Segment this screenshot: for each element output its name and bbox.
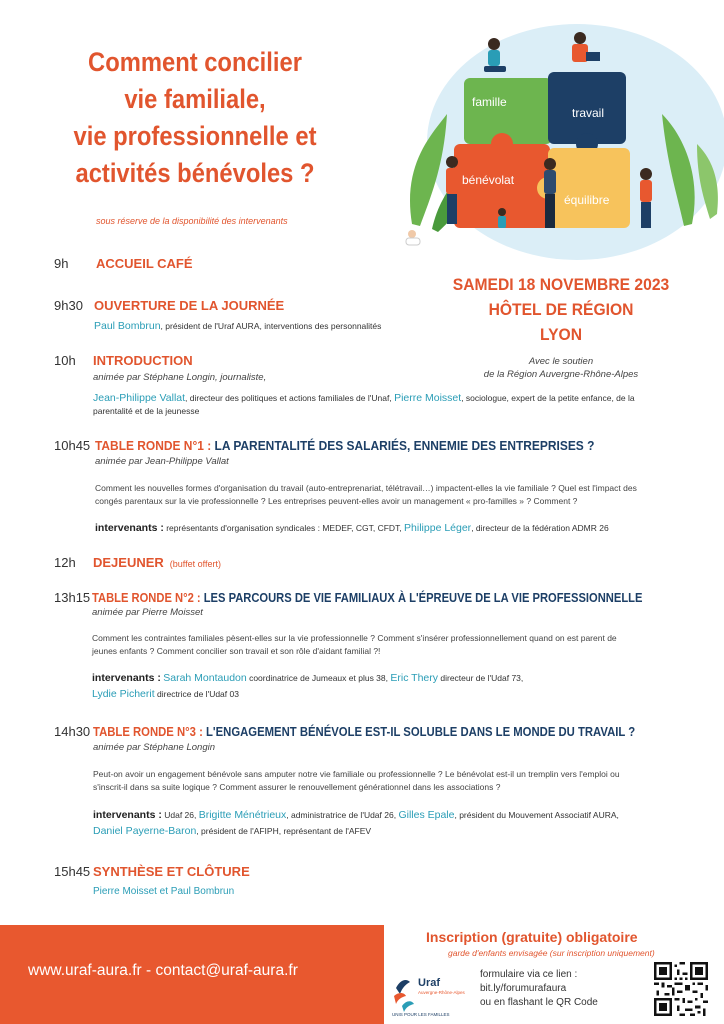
- round-table-label: TABLE RONDE N°2 :: [92, 590, 204, 605]
- session-time: 14h30: [54, 724, 91, 739]
- form-link[interactable]: bit.ly/forumurafaura: [480, 983, 567, 994]
- session-speakers: [94, 318, 381, 334]
- description-line: Comment les contraintes familiales pèsent-elles sur la vie professionnelle ? Comment s'insérer professionnellement quand on est parent de: [92, 633, 617, 643]
- piece-label-travail: travail: [572, 106, 605, 120]
- description-line: Peut-on avoir un engagement bénévole sans amputer notre vie familiale ou professionnelle ? Le bénévolat est-il un tremplin vers l'emploi ou: [93, 769, 620, 779]
- session-moderator: animée par Pierre Moisset: [92, 607, 203, 618]
- speakers-label: intervenants :: [92, 672, 161, 684]
- round-table-title: L'ENGAGEMENT BÉNÉVOLE EST-IL SOLUBLE DANS LE MONDE DU TRAVAIL ?: [206, 724, 636, 739]
- logo-tagline: UNIS POUR LES FAMILLES: [392, 1012, 450, 1017]
- session-title: [93, 555, 221, 570]
- speakers-label: intervenants :: [95, 522, 164, 534]
- description-line: congés parentaux sur la vie professionnelle ? Les entreprises peuvent-elles avoir un management « pro-familles » ? Comment ?: [95, 496, 578, 506]
- round-table-label: TABLE RONDE N°1 :: [95, 438, 215, 453]
- lunch-note: (buffet offert): [169, 559, 221, 569]
- title-line-3: vie professionnelle et: [73, 121, 317, 151]
- session-time: 9h30: [54, 298, 83, 313]
- session-speakers: [95, 520, 609, 536]
- speaker-name: Philippe Léger: [404, 522, 472, 534]
- speakers-label: intervenants :: [93, 809, 162, 821]
- uraf-logo: [388, 966, 472, 1018]
- uraf-logo-icon: [394, 980, 414, 1012]
- speaker-name: Lydie Picherit: [92, 688, 155, 700]
- speaker-desc: , président de l'Uraf AURA, interventions des personnalités: [160, 321, 382, 331]
- speaker-desc: coordinatrice de Jumeaux et plus 38,: [246, 673, 391, 683]
- speaker-name: Pierre Moisset: [394, 392, 462, 404]
- title-line-1: Comment concilier: [88, 47, 302, 77]
- person-pushing-icon: [640, 168, 652, 228]
- availability-note: sous réserve de la disponibilité des intervenants: [96, 216, 288, 226]
- piece-label-famille: famille: [472, 95, 507, 109]
- session-moderator: animée par Stéphane Longin, journaliste,: [93, 372, 267, 383]
- round-table-title: LES PARCOURS DE VIE FAMILIAUX À L'ÉPREUVE DE LA VIE PROFESSIONNELLE: [203, 590, 643, 605]
- session-time: 15h45: [54, 864, 91, 879]
- session-title: [95, 438, 594, 453]
- session-title: [93, 724, 635, 739]
- puzzle-piece-equilibre: [548, 148, 630, 228]
- qr-code[interactable]: [654, 962, 708, 1016]
- speaker-desc: Udaf 26,: [161, 810, 199, 820]
- child-icon: [498, 208, 506, 228]
- session-speakers: [93, 807, 619, 823]
- title-line-4: activités bénévoles ?: [75, 158, 315, 188]
- speaker-desc: , directeur de la fédération ADMR 26: [471, 523, 609, 533]
- session-time: 13h15: [54, 590, 91, 605]
- speaker-desc: , directeur des politiques et actions familiales de l'Unaf,: [185, 393, 395, 403]
- support-line-1: Avec le soutien: [528, 356, 594, 367]
- description-line: Comment les nouvelles formes d'organisation du travail (auto-entreprenariat, télétravail…) impactent-elles la vie familiale ? Quel est l'impact des: [95, 483, 637, 493]
- round-table-title: LA PARENTALITÉ DES SALARIÉS, ENNEMIE DES ENTREPRISES ?: [214, 438, 595, 453]
- lunch-title: DEJEUNER: [93, 555, 164, 570]
- speaker-desc: directrice de l'Udaf 03: [154, 689, 239, 699]
- support-line-2: de la Région Auvergne-Rhône-Alpes: [483, 369, 639, 380]
- session-speakers-continued: [93, 823, 371, 839]
- session-title: INTRODUCTION: [93, 353, 193, 368]
- speaker-desc: représentants d'organisation syndicales : MEDEF, CGT, CFDT,: [163, 523, 405, 533]
- round-table-label: TABLE RONDE N°3 :: [93, 724, 207, 739]
- baby-icon: [406, 230, 420, 245]
- session-title: OUVERTURE DE LA JOURNÉE: [94, 298, 285, 313]
- contact-links[interactable]: www.uraf-aura.fr - contact@uraf-aura.fr: [28, 962, 298, 979]
- form-line-3: ou en flashant le QR Code: [480, 997, 598, 1008]
- session-time: 9h: [54, 256, 69, 271]
- inscription-title: Inscription (gratuite) obligatoire: [426, 929, 638, 945]
- puzzle-piece-famille: [464, 78, 552, 144]
- session-title: ACCUEIL CAFÉ: [96, 256, 193, 271]
- event-info: [440, 272, 681, 347]
- event-venue: HÔTEL DE RÉGION: [488, 300, 634, 319]
- puzzle-illustration: [392, 14, 724, 260]
- registration-info: [480, 968, 598, 1010]
- session-description: [92, 632, 617, 658]
- event-city: LYON: [539, 325, 583, 344]
- closing-speakers: Pierre Moisset et Paul Bombrun: [93, 886, 235, 897]
- speaker-name: Daniel Payerne-Baron: [93, 825, 197, 837]
- event-date: SAMEDI 18 NOVEMBRE 2023: [452, 275, 670, 294]
- session-time: 10h45: [54, 438, 91, 453]
- inscription-note: garde d'enfants envisagée (sur inscription uniquement): [448, 948, 655, 958]
- speaker-name: Sarah Montaudon: [163, 672, 247, 684]
- session-moderator: animée par Stéphane Longin: [93, 742, 216, 753]
- main-title: [59, 44, 332, 192]
- logo-name: Uraf: [418, 977, 441, 989]
- description-line: jeunes enfants ? Comment concilier son travail et son rôle d'aidant familial ?!: [92, 646, 381, 656]
- speaker-desc: , administratrice de l'Udaf 26,: [286, 810, 399, 820]
- title-line-2: vie familiale,: [124, 84, 266, 114]
- description-line: s'inscrit-il dans sa suite logique ? Comment assurer le renouvellement générationnel dans les associations ?: [93, 782, 501, 792]
- piece-label-benevolat: bénévolat: [462, 173, 515, 187]
- person-standing-icon: [446, 156, 458, 224]
- speaker-desc: directeur de l'Udaf 73,: [438, 673, 524, 683]
- speaker-desc: , sociologue, expert de la petite enfance, de la: [461, 393, 635, 403]
- speaker-desc-continued: parentalité et de la jeunesse: [93, 406, 200, 416]
- piece-label-equilibre: équilibre: [564, 193, 610, 207]
- session-title: SYNTHÈSE ET CLÔTURE: [93, 864, 250, 879]
- session-title: [92, 590, 642, 605]
- puzzle-knob: [491, 133, 513, 155]
- speaker-desc: , président du Mouvement Associatif AURA,: [454, 810, 619, 820]
- session-speakers-continued: [92, 686, 239, 702]
- session-time: 12h: [54, 555, 76, 570]
- event-support: [430, 355, 692, 381]
- speaker-desc: , président de l'AFIPH, représentant de l'AFEV: [196, 826, 372, 836]
- form-line-1: formulaire via ce lien :: [480, 969, 578, 980]
- speaker-name: Paul Bombrun: [94, 320, 161, 332]
- session-description: [93, 768, 620, 794]
- speaker-name: Eric Thery: [390, 672, 439, 684]
- speaker-name: Brigitte Ménétrieux: [198, 809, 287, 821]
- session-time: 10h: [54, 353, 76, 368]
- speaker-name: Gilles Epale: [398, 809, 455, 821]
- session-description: [95, 482, 637, 508]
- speaker-name: Jean-Philippe Vallat: [93, 392, 186, 404]
- session-speakers: [92, 670, 523, 686]
- logo-region: Auvergne-Rhône-Alpes: [418, 990, 465, 995]
- session-moderator: animée par Jean-Philippe Vallat: [95, 456, 229, 467]
